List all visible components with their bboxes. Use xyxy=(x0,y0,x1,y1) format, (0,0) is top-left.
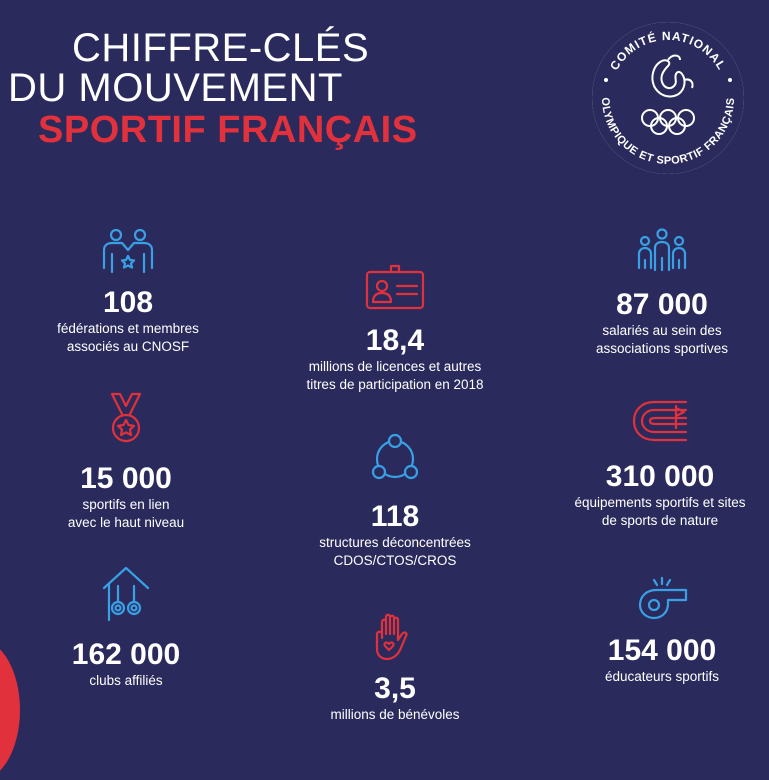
whistle-icon xyxy=(636,576,688,620)
stat-value: 18,4 xyxy=(365,324,425,357)
stat-educateurs xyxy=(562,576,762,686)
stat-value: 3,5 xyxy=(374,672,416,705)
stat-value: 162 000 xyxy=(71,638,181,671)
cnosf-logo xyxy=(588,18,748,178)
license-card-icon xyxy=(365,264,425,310)
stat-label: salariés au sein des associations sportives xyxy=(595,323,729,356)
stat-structures xyxy=(280,432,510,570)
people-group-icon xyxy=(635,228,689,276)
stat-licences xyxy=(280,264,510,394)
page-title xyxy=(8,28,528,152)
stat-benevoles xyxy=(280,612,510,724)
title-line-2: DU MOUVEMENT xyxy=(8,66,343,110)
title-line-1: CHIFFRE-CLÉS xyxy=(72,26,370,70)
decorative-red-shape xyxy=(0,640,20,780)
svg-text:COMITÉ NATIONAL: COMITÉ NATIONAL xyxy=(607,28,729,73)
stat-value: 154 000 xyxy=(607,634,717,667)
gym-rings-icon xyxy=(102,566,150,622)
stat-value: 108 xyxy=(102,286,154,319)
hand-heart-icon xyxy=(372,612,418,662)
stat-value: 87 000 xyxy=(616,288,708,321)
stat-label: millions de licences et autres titres de participation en 2018 xyxy=(306,359,484,392)
stat-salaries xyxy=(562,228,762,358)
medal-icon xyxy=(106,392,146,444)
athletes-icon xyxy=(100,228,156,276)
stat-federations xyxy=(28,228,228,356)
stat-label: structures déconcentrées CDOS/CTOS/CROS xyxy=(319,535,471,568)
network-icon xyxy=(369,432,421,484)
svg-text:OLYMPIQUE ET SPORTIF FRANÇAIS: OLYMPIQUE ET SPORTIF FRANÇAIS xyxy=(598,97,738,168)
stat-label: sportifs en lien avec le haut niveau xyxy=(67,497,185,530)
stat-label: fédérations et membres associés au CNOSF xyxy=(57,321,199,354)
stat-clubs xyxy=(26,566,226,690)
stat-value: 118 xyxy=(370,500,420,533)
stat-value: 310 000 xyxy=(605,460,715,493)
stat-label: clubs affiliés xyxy=(89,673,163,688)
stat-haut-niveau xyxy=(26,392,226,532)
stat-equipements xyxy=(552,398,768,530)
stat-label: millions de bénévoles xyxy=(330,707,460,722)
stat-label: éducateurs sportifs xyxy=(604,669,720,684)
stat-value: 15 000 xyxy=(80,462,172,495)
title-line-3: SPORTIF FRANÇAIS xyxy=(38,109,418,151)
stat-label: équipements sportifs et sites de sports de nature xyxy=(574,495,746,528)
track-icon xyxy=(632,398,688,444)
